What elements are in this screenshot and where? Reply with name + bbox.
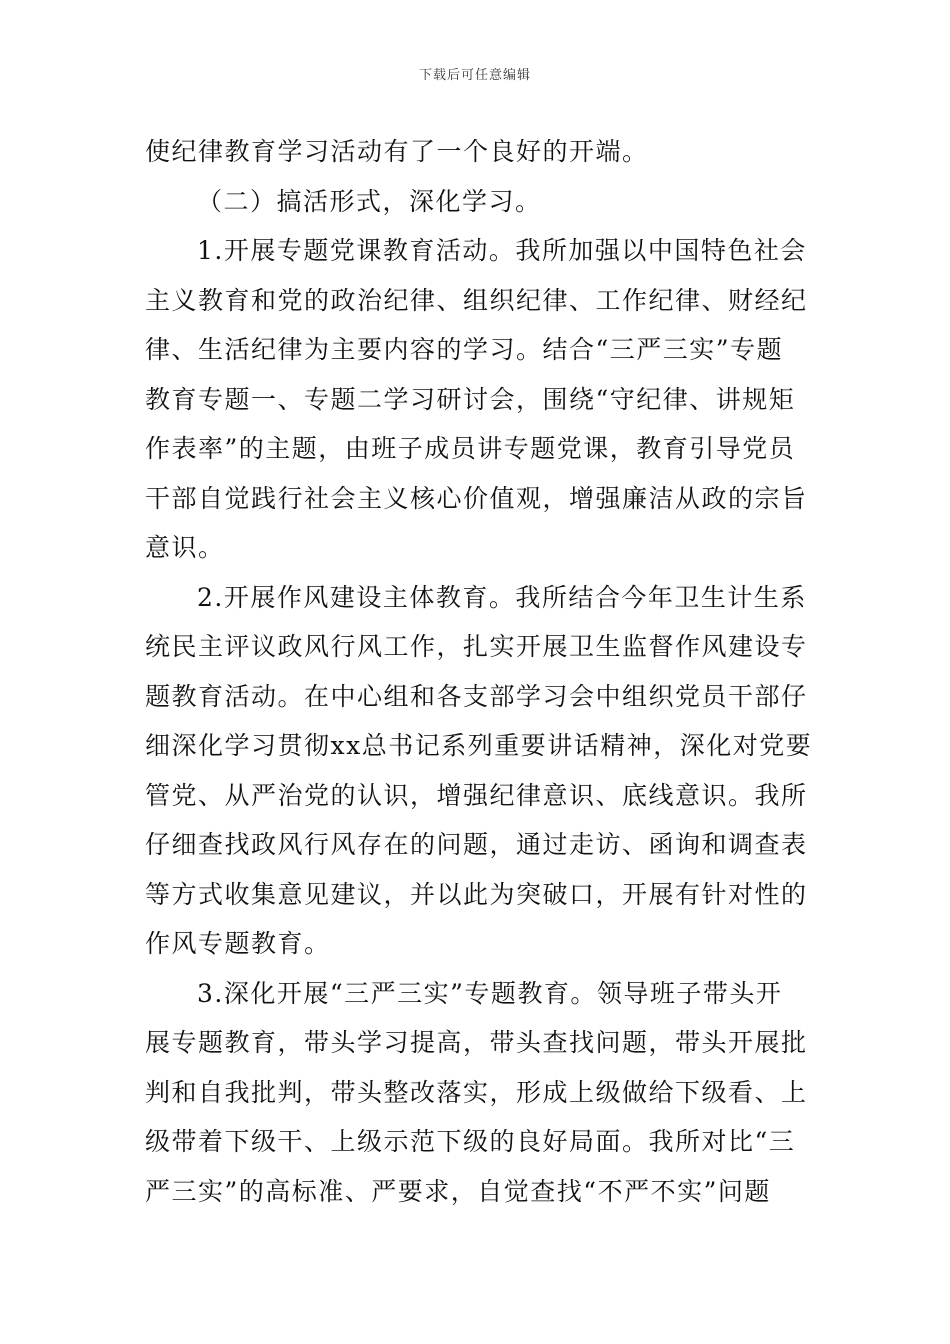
text-line: 律、生活纪律为主要内容的学习。结合“三严三实”专题: [145, 335, 784, 364]
text-line: 作风专题教育。: [145, 929, 331, 958]
text-line: 题教育活动。在中心组和各支部学习会中组织党员干部仔: [145, 681, 808, 711]
text-line: 干部自觉践行社会主义核心价值观，增强廉洁从政的宗旨: [145, 483, 808, 513]
text-line: 等方式收集意见建议，并以此为突破口，开展有针对性的: [145, 879, 808, 909]
text-line: 主义教育和党的政治纪律、组织纪律、工作纪律、财经纪: [145, 285, 808, 315]
text-line: 教育专题一、专题二学习研讨会，围绕“守纪律、讲规矩: [145, 384, 796, 414]
text-line: 使纪律教育学习活动有了一个良好的开端。: [145, 137, 649, 166]
document-body: [145, 127, 813, 1216]
page-header: 下载后可任意编辑: [418, 68, 531, 83]
text-line: 严三实”的高标准、严要求，自觉查找“不严不实”问题: [145, 1176, 771, 1206]
text-line: 管党、从严治党的认识，增强纪律意识、底线意识。我所: [145, 780, 808, 810]
text-line: 作表率”的主题，由班子成员讲专题党课，教育引导党员: [145, 434, 796, 463]
text-line: 3.深化开展“三严三实”专题教育。领导班子带头开: [197, 978, 783, 1008]
text-line: 1.开展专题党课教育活动。我所加强以中国特色社会: [197, 236, 807, 265]
text-line: 统民主评议政风行风工作，扎实开展卫生监督作风建设专: [145, 632, 808, 661]
text-line: 2.开展作风建设主体教育。我所结合今年卫生计生系: [197, 582, 807, 612]
text-line: 细深化学习贯彻xx总书记系列重要讲话精神，深化对党要: [145, 731, 813, 760]
text-line: 判和自我批判，带头整改落实，形成上级做给下级看、上: [145, 1077, 808, 1107]
text-line: 展专题教育，带头学习提高，带头查找问题，带头开展批: [145, 1028, 808, 1057]
text-line: 意识。: [145, 533, 225, 562]
text-line: 仔细查找政风行风存在的问题，通过走访、函询和调查表: [145, 830, 808, 859]
text-line: 级带着下级干、上级示范下级的良好局面。我所对比“三: [145, 1127, 796, 1156]
text-line: （二）搞活形式，深化学习。: [197, 186, 542, 216]
